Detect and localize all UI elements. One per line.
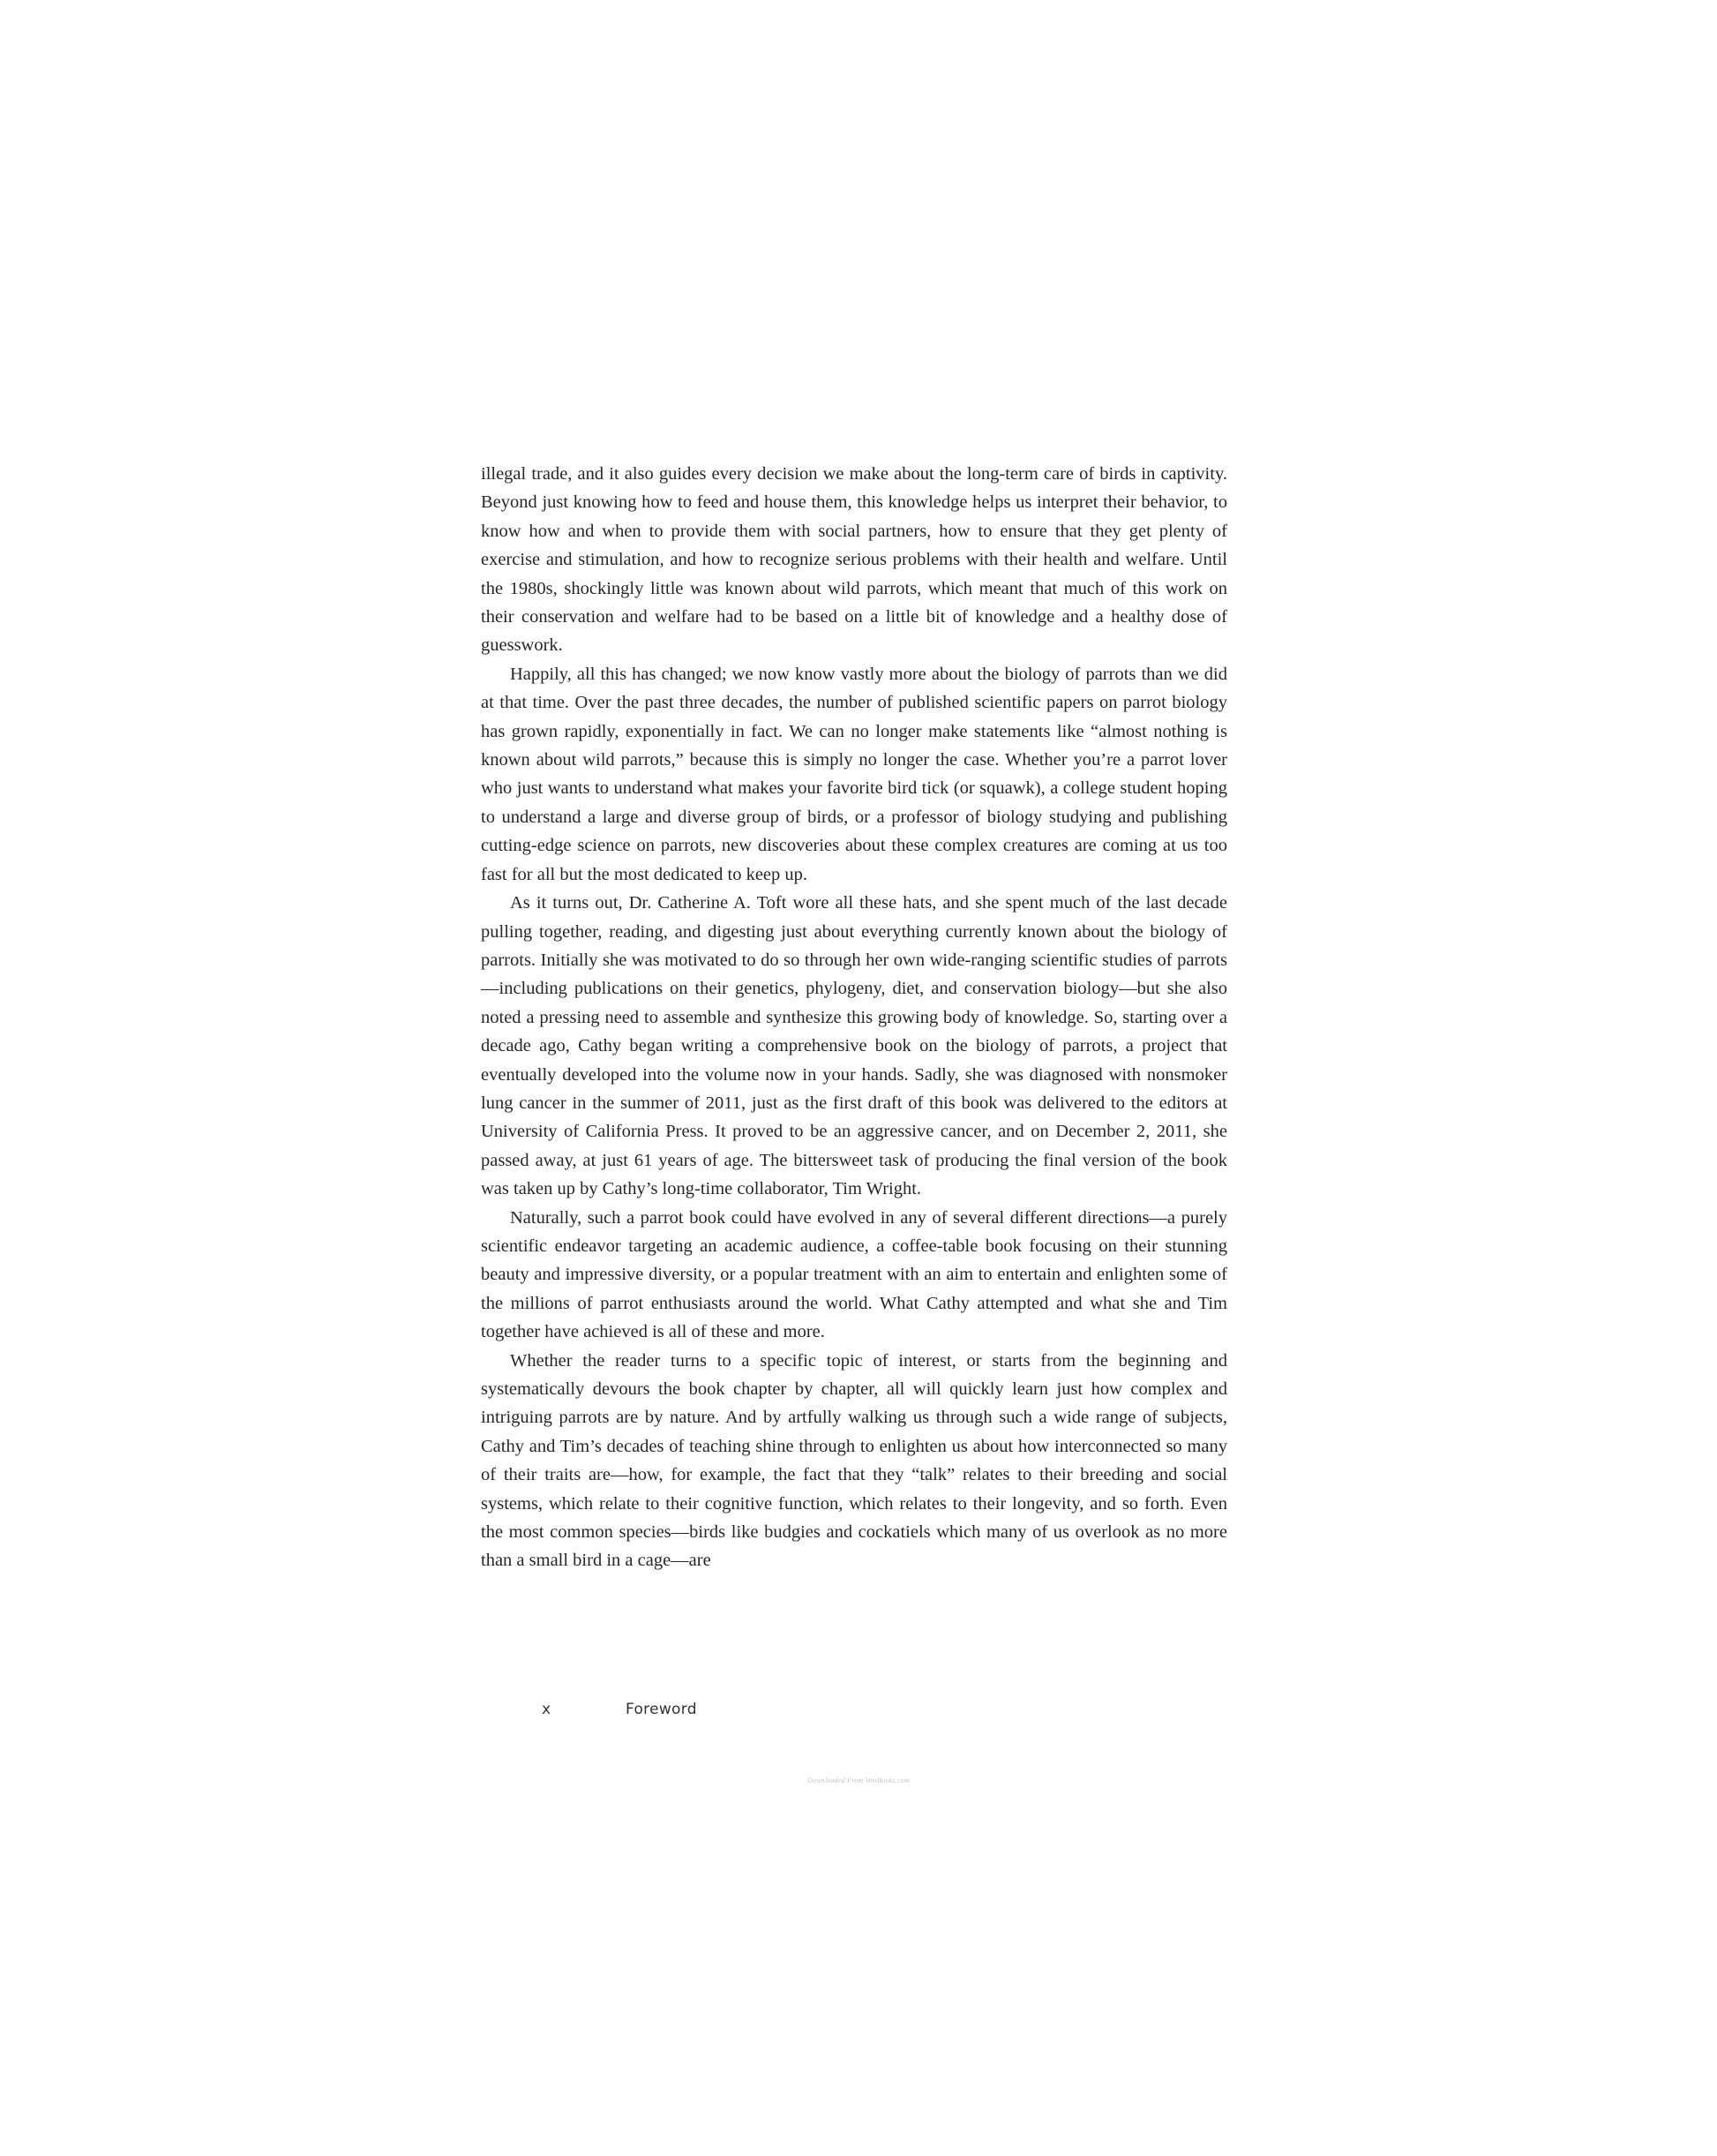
paragraph: Naturally, such a parrot book could have evolved in any of several different directions—a purely scientific endeavor targeting an academic audience, a coffee-table book focusing on their stunning beauty and impressive diversity, or a popular treatment with an aim to entertain and enlighten some of the millions of parrot enthusiasts around the world. What Cathy attempted and what she and Tim together have achieved is all of these and more.	[481, 1207, 1227, 1342]
download-watermark: Downloaded From VetsBooks.com	[807, 1777, 910, 1784]
body-text	[481, 460, 1227, 1575]
running-footer-title: Foreword	[626, 1701, 697, 1718]
paragraph: Whether the reader turns to a specific topic of interest, or starts from the beginning and systematically devours the book chapter by chapter, all will quickly learn just how complex and intriguing parrots are by nature. And by artfully walking us through such a wide range of subjects, Cathy and Tim’s decades of teaching shine through to enlighten us about how interconnected so many of their traits are—how, for example, the fact that they “talk” relates to their breeding and social systems, which relate to their cognitive function, which relates to their longevity, and so forth. Even the most common species—birds like budgies and cockatiels which many of us overlook as no more than a small bird in a cage—are	[481, 1350, 1227, 1571]
paragraph: Happily, all this has changed; we now know vastly more about the biology of parrots than we did at that time. Over the past three decades, the number of published scientific papers on parrot biology has grown rapidly, exponentially in fact. We can no longer make statements like “almost nothing is known about wild parrots,” because this is simply no longer the case. Whether you’re a parrot lover who just wants to understand what makes your favorite bird tick (or squawk), a college student hoping to understand a large and diverse group of birds, or a professor of biology studying and publishing cutting-edge science on parrots, new discoveries about these complex creatures are coming at us too fast for all but the most dedicated to keep up.	[481, 664, 1227, 884]
paragraph-continued: illegal trade, and it also guides every decision we make about the long-term care of birds in captivity. Beyond just knowing how to feed and house them, this knowledge helps us interpret their behavior, to know how and when to provide them with social partners, how to ensure that they get plenty of exercise and stimulation, and how to recognize serious problems with their health and welfare. Until the 1980s, shockingly little was known about wild parrots, which meant that much of this work on their conservation and welfare had to be based on a little bit of knowledge and a healthy dose of guesswork.	[481, 464, 1227, 656]
paragraph: As it turns out, Dr. Catherine A. Toft wore all these hats, and she spent much of the last decade pulling together, reading, and digesting just about everything currently known about the biology of parrots. Initially she was motivated to do so through her own wide-ranging scientific studies of parrots—including publications on their genetics, phylogeny, diet, and conservation biology—but she also noted a pressing need to assemble and synthesize this growing body of knowledge. So, starting over a decade ago, Cathy began writing a comprehensive book on the biology of parrots, a project that eventually developed into the volume now in your hands. Sadly, she was diagnosed with nonsmoker lung cancer in the summer of 2011, just as the first draft of this book was delivered to the editors at University of California Press. It proved to be an aggressive cancer, and on December 2, 2011, she passed away, at just 61 years of age. The bittersweet task of producing the final version of the book was taken up by Cathy’s long-time collaborator, Tim Wright.	[481, 893, 1227, 1199]
page-number: x	[542, 1701, 551, 1718]
